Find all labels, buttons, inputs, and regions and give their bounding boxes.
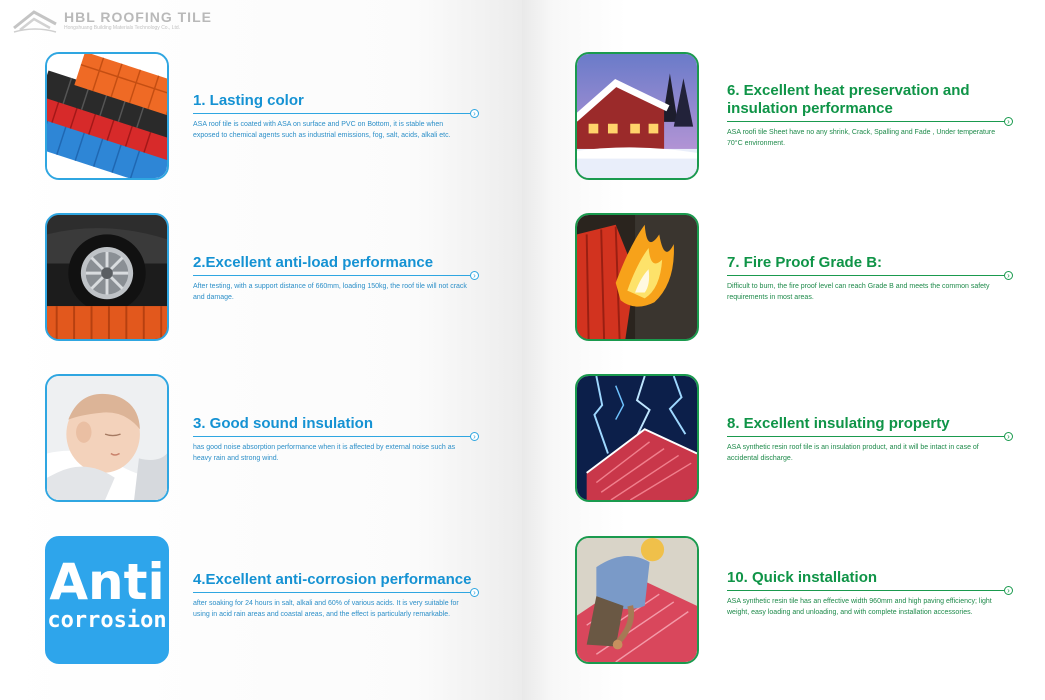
feature-4-description: after soaking for 24 hours in salt, alkali and 60% of various acids. It is very suitable for using in acid rain areas and coastal areas, and the effect is particularly remarkable.: [193, 600, 459, 618]
feature-10-divider: [727, 585, 1010, 595]
feature-2: [193, 254, 478, 303]
feature-7-divider: [727, 270, 1010, 280]
feature-2-divider: [193, 270, 476, 280]
brand-logo: [12, 8, 212, 34]
feature-6-title: 6. Excellent heat preservation and insulation performance: [727, 82, 970, 117]
feature-1-divider: [193, 108, 476, 118]
feature-4: [193, 571, 478, 620]
anti-corrosion-badge: [45, 536, 169, 664]
feature-4-title: 4.Excellent anti-corrosion performance: [193, 571, 472, 588]
arrow-right-icon: ›: [1004, 432, 1013, 441]
feature-2-description: After testing, with a support distance of 660mm, loading 150kg, the roof tile will not crack and damage.: [193, 283, 467, 301]
arrow-right-icon: ›: [470, 588, 479, 597]
sleeping-baby-photo: [45, 374, 169, 502]
arrow-right-icon: ›: [470, 109, 479, 118]
feature-6-description: ASA roofi tile Sheet have no any shrink, Crack, Spalling and Fade , Under temperature 70°C environment.: [727, 129, 996, 147]
snowy-house-photo: [575, 52, 699, 180]
feature-8-divider: [727, 431, 1010, 441]
feature-3-title: 3. Good sound insulation: [193, 415, 373, 432]
feature-10-title: 10. Quick installation: [727, 569, 878, 586]
badge-line-2: corrosion: [47, 608, 167, 633]
feature-7-description: Difficult to burn, the fire proof level can reach Grade B and meets the common safety requirements in most areas.: [727, 283, 990, 301]
roof-logo-icon: [12, 8, 58, 34]
feature-1: [193, 92, 478, 141]
burning-tile-photo: [575, 213, 699, 341]
feature-2-title: 2.Excellent anti-load performance: [193, 254, 434, 271]
feature-10-description: ASA synthetic resin tile has an effective width 960mm and high paving efficiency; light weight, easy loading and unloading, and with complete installation accessories.: [727, 598, 992, 616]
feature-8-description: ASA synthetic resin roof tile is an insulation product, and it will be intact in case of accidental discharge.: [727, 444, 979, 462]
brand-name: HBL ROOFING TILE: [64, 9, 212, 25]
feature-3-description: has good noise absorption performance when it is affected by external noise such as heavy rain and strong wind.: [193, 444, 456, 462]
feature-6: [727, 82, 1012, 149]
feature-4-divider: [193, 587, 476, 597]
feature-1-title: 1. Lasting color: [193, 92, 304, 109]
feature-3-divider: [193, 431, 476, 441]
arrow-right-icon: ›: [1004, 271, 1013, 280]
lightning-roof-photo: [575, 374, 699, 502]
feature-7: [727, 254, 1012, 303]
arrow-right-icon: ›: [1004, 586, 1013, 595]
feature-8-title: 8. Excellent insulating property: [727, 415, 950, 432]
brand-subtitle: Hongshuang Building Materials Technology Co., Ltd.: [64, 25, 181, 31]
feature-1-description: ASA roof tile is coated with ASA on surface and PVC on Bottom, it is stable when exposed to chemical agents such as industrial emissions, fog, salt, acids, alkali etc.: [193, 121, 451, 139]
arrow-right-icon: ›: [470, 432, 479, 441]
feature-7-title: 7. Fire Proof Grade B:: [727, 254, 883, 271]
worker-installing-tile-photo: [575, 536, 699, 664]
feature-6-divider: [727, 116, 1010, 126]
arrow-right-icon: ›: [470, 271, 479, 280]
feature-10: [727, 569, 1012, 618]
feature-8: [727, 415, 1012, 464]
arrow-right-icon: ›: [1004, 117, 1013, 126]
car-wheel-on-tile-photo: [45, 213, 169, 341]
feature-3: [193, 415, 478, 464]
badge-line-1: Anti: [49, 553, 165, 611]
colored-roof-tiles-photo: [45, 52, 169, 180]
